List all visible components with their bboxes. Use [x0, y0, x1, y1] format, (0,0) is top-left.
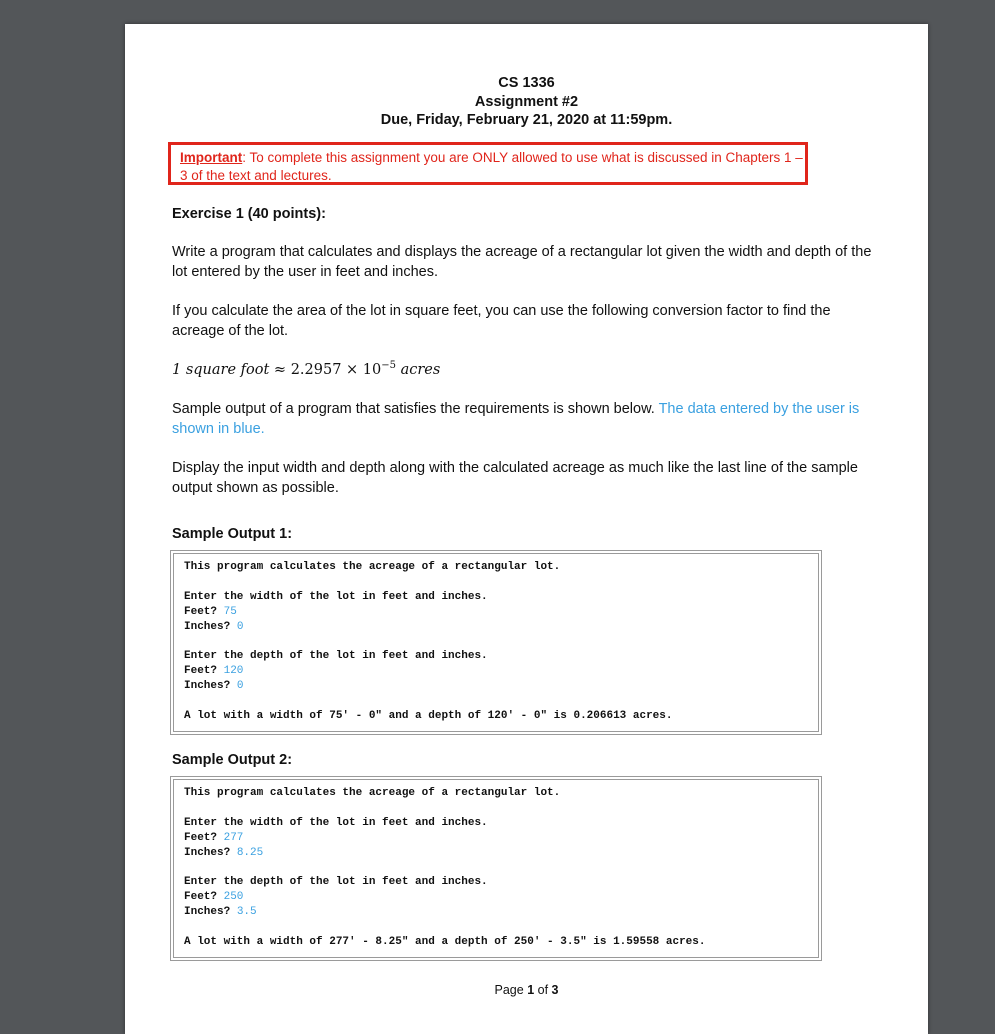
important-notice [168, 142, 808, 185]
sample-2-output-box [170, 776, 822, 961]
page-total: 3 [551, 983, 559, 997]
formula-unit: acres [396, 361, 441, 378]
console-line: Enter the depth of the lot in feet and inches. [184, 876, 488, 889]
user-input-value: 75 [223, 605, 237, 618]
console-label: Inches? [184, 906, 237, 919]
exercise-title: Exercise 1 (40 points): [172, 206, 326, 222]
exercise-paragraph-3 [172, 400, 882, 439]
user-input-value: 0 [236, 680, 244, 693]
assignment-title: Assignment #2 [474, 93, 579, 110]
console-line: Enter the width of the lot in feet and inches. [184, 590, 488, 603]
console-result: A lot with a width of 277' - 8.25" and a depth of 250' - 3.5" is 1.59558 acres. [184, 936, 706, 949]
user-input-value: 120 [223, 665, 244, 678]
document-page [125, 24, 928, 1034]
user-input-value: 0 [236, 620, 244, 633]
exercise-paragraph-4: Display the input width and depth along with the calculated acreage as much like the last line of the sample output shown as possible. [172, 460, 858, 496]
important-text: : To complete this assignment you are ONLY allowed to use what is discussed in Chapters 1 – 3 of the text and lectures. [180, 150, 803, 183]
document-header [125, 74, 928, 130]
user-input-value: 277 [223, 831, 244, 844]
user-input-value: 250 [223, 891, 244, 904]
console-label: Inches? [184, 680, 237, 693]
console-line: This program calculates the acreage of a rectangular lot. [184, 787, 561, 799]
page-prefix: Page [494, 983, 528, 997]
console-label: Feet? [184, 831, 224, 844]
user-input-value: 3.5 [236, 906, 257, 919]
sample-1-title: Sample Output 1: [172, 526, 293, 542]
course-title: CS 1336 [498, 75, 555, 91]
console-label: Inches? [184, 846, 237, 859]
sample-1-output-box [170, 550, 822, 735]
exercise-paragraph-1: Write a program that calculates and displays the acreage of a rectangular lot given the width and depth of the lot entered by the user in feet and inches. [172, 244, 872, 280]
console-line: Enter the width of the lot in feet and inches. [184, 816, 488, 829]
sample-2-console [173, 779, 819, 958]
sample-2-title: Sample Output 2: [172, 752, 293, 768]
sample-1-console [173, 553, 819, 732]
paragraph-3-blue-note: The data entered by the user is shown in blue. [172, 401, 860, 437]
user-input-value: 8.25 [236, 846, 264, 859]
console-label: Feet? [184, 665, 224, 678]
console-line: This program calculates the acreage of a rectangular lot. [184, 561, 561, 573]
page-number [125, 983, 928, 997]
due-date: Due, Friday, February 21, 2020 at 11:59pm. [380, 112, 673, 128]
formula-lhs: 1 square foot [172, 361, 270, 378]
console-result: A lot with a width of 75' - 0" and a depth of 120' - 0" is 0.206613 acres. [184, 710, 673, 723]
console-line: Enter the depth of the lot in feet and inches. [184, 650, 488, 663]
formula-approx: ≈ 2.2957 × 10 [269, 361, 382, 378]
important-label: Important [180, 150, 243, 165]
exercise-paragraph-2: If you calculate the area of the lot in square feet, you can use the following conversion factor to find the acreage of the lot. [172, 303, 831, 339]
page-of: of [534, 983, 552, 997]
console-label: Feet? [184, 605, 224, 618]
formula-exponent: −5 [381, 360, 396, 371]
console-label: Inches? [184, 620, 237, 633]
conversion-formula [172, 360, 440, 378]
paragraph-3-text: Sample output of a program that satisfies the requirements is shown below. [172, 401, 659, 417]
console-label: Feet? [184, 891, 224, 904]
page-current: 1 [527, 983, 535, 997]
